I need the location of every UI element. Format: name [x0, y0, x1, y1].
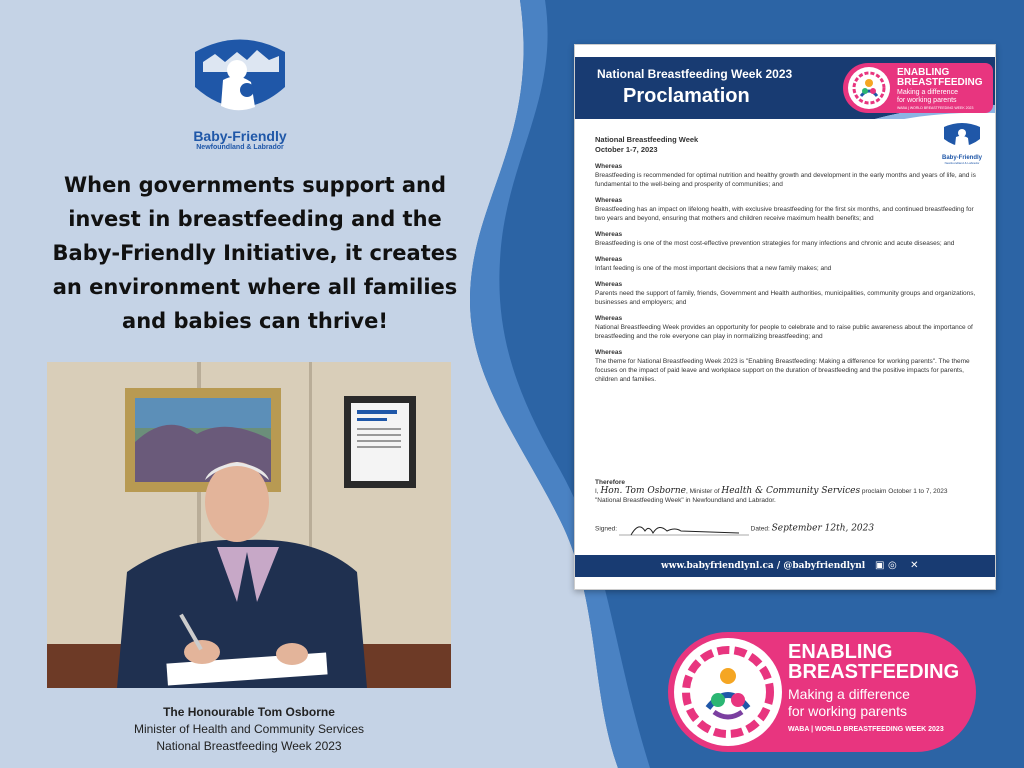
whereas-text: Breastfeeding has an impact on lifelong health, with exclusive breastfeeding for the first six months, and continued breastfeeding for two years and beyond, ensuring that mothers and children receive maximum health benefits; and	[595, 206, 974, 222]
gear-family-icon	[674, 638, 782, 746]
proclamation-document	[574, 44, 996, 590]
header-badge-line3: Making a difference	[897, 89, 958, 96]
whereas-section	[595, 281, 985, 307]
whereas-section	[595, 256, 985, 273]
whereas-heading: Whereas	[595, 231, 623, 238]
header-badge-line1: ENABLING	[897, 67, 950, 78]
whereas-text: Breastfeeding is recommended for optimal nutrition and healthy growth and development in the early months and years of life, and is fundamental to the well-being and prosperity of communities; and	[595, 172, 976, 188]
whereas-section	[595, 231, 985, 248]
logo-brand: Baby-Friendly	[193, 128, 287, 144]
facebook-icon: ▣	[875, 560, 885, 571]
whereas-text: National Breastfeeding Week provides an opportunity for people to celebrate and to raise public awareness about the importance of breastfeeding and the role everyone can play in normalizing breastfeeding; and	[595, 324, 973, 340]
header-badge-title	[897, 68, 983, 88]
handwritten-name: Hon. Tom Osborne	[600, 486, 686, 496]
proclamation-dates: October 1-7, 2023	[595, 145, 658, 154]
signed-line	[595, 521, 990, 537]
dated-label: Dated:	[750, 525, 770, 533]
proclamation-header-title: National Breastfeeding Week 2023	[597, 67, 793, 81]
whereas-heading: Whereas	[595, 349, 623, 356]
whereas-section	[595, 315, 985, 341]
proclamation-title: National Breastfeeding Week	[595, 135, 699, 144]
badge-footer: WABA | WORLD BREASTFEEDING WEEK 2023	[788, 726, 944, 733]
nbw-line: "National Breastfeeding Week" in Newfoundland and Labrador.	[595, 497, 776, 504]
whereas-text: Infant feeding is one of the most important decisions that a new family makes; and	[595, 265, 832, 272]
badge-tagline	[788, 686, 910, 720]
signature-block	[595, 479, 990, 537]
proclamation-logo-sub: Newfoundland & Labrador	[944, 161, 980, 165]
header-badge-footer: WABA | WORLD BREASTFEEDING WEEK 2023	[897, 106, 974, 110]
caption-role: Minister of Health and Community Services	[133, 722, 365, 736]
handwritten-date: September 12th, 2023	[771, 523, 875, 534]
logo-subtitle: Newfoundland & Labrador	[196, 144, 284, 151]
whereas-text: The theme for National Breastfeeding Week 2023 is "Enabling Breastfeeding: Making a difference for working parents". The theme focuses on the impact of paid leave and workplace support on the duration of breastfeeding and the positive impacts for parents, children and families.	[595, 358, 970, 383]
social-icons	[875, 555, 919, 577]
instagram-icon: ◎	[887, 560, 897, 571]
whereas-section	[595, 197, 985, 223]
photo-illustration	[47, 362, 451, 688]
proclamation-heading: Proclamation	[623, 85, 750, 107]
header-badge-line2: BREASTFEEDING	[897, 77, 983, 88]
whereas-heading: Whereas	[595, 256, 623, 263]
footer-links: www.babyfriendlynl.ca / @babyfriendlynl	[661, 561, 866, 571]
x-icon: ✕	[910, 560, 919, 571]
badge-emblem	[674, 638, 782, 746]
caption-event: National Breastfeeding Week 2023	[156, 739, 342, 753]
headline: When governments support and invest in breastfeeding and the Baby-Friendly Initiative, it creates an environment where all families and babies can thrive!	[52, 173, 458, 333]
photo-caption	[47, 704, 451, 755]
handwritten-department: Health & Community Services	[721, 486, 861, 496]
badge-line2: BREASTFEEDING	[788, 661, 960, 683]
minister-photo	[47, 362, 451, 688]
proclamation-header	[575, 45, 995, 127]
baby-friendly-logo	[180, 32, 300, 151]
caption-name: The Honourable Tom Osborne	[163, 705, 335, 719]
gear-family-icon	[847, 66, 891, 110]
enabling-breastfeeding-badge	[668, 632, 976, 752]
whereas-section	[595, 349, 985, 384]
header-badge-tagline	[897, 89, 958, 105]
whereas-text: Breastfeeding is one of the most cost-effective prevention strategies for many infections and chronic and acute diseases; and	[595, 240, 955, 247]
header-badge-line4: for working parents	[897, 97, 957, 104]
sig-proclaim: proclaim October 1 to 7, 2023	[861, 488, 948, 495]
proclamation-logo-brand: Baby-Friendly	[941, 155, 982, 161]
badge-title	[788, 642, 959, 682]
sig-minister-of: Minister of	[689, 488, 720, 495]
badge-line4: for working parents	[788, 703, 908, 719]
badge-line3: Making a difference	[788, 686, 910, 702]
whereas-heading: Whereas	[595, 315, 623, 322]
whereas-section	[595, 163, 985, 189]
proclamation-body	[595, 135, 985, 384]
header-enabling-badge	[843, 63, 993, 113]
badge-line1: ENABLING	[788, 641, 893, 663]
whereas-text: Parents need the support of family, friends, Government and Health authorities, municipalities, community groups and organizations, businesses and employers; and	[595, 290, 976, 306]
proclamation-footer	[575, 555, 996, 577]
signed-label: Signed:	[595, 525, 618, 533]
mother-baby-icon	[185, 32, 295, 122]
therefore-heading: Therefore	[595, 479, 625, 486]
proclaim-line: I, Hon. Tom Osborne, Minister of Health & Community Services proclaim October 1 to 7, 2023	[595, 486, 948, 496]
sig-i: I,	[595, 488, 599, 495]
whereas-heading: Whereas	[595, 197, 623, 204]
signature-icon	[619, 521, 749, 537]
whereas-heading: Whereas	[595, 163, 623, 170]
whereas-heading: Whereas	[595, 281, 623, 288]
